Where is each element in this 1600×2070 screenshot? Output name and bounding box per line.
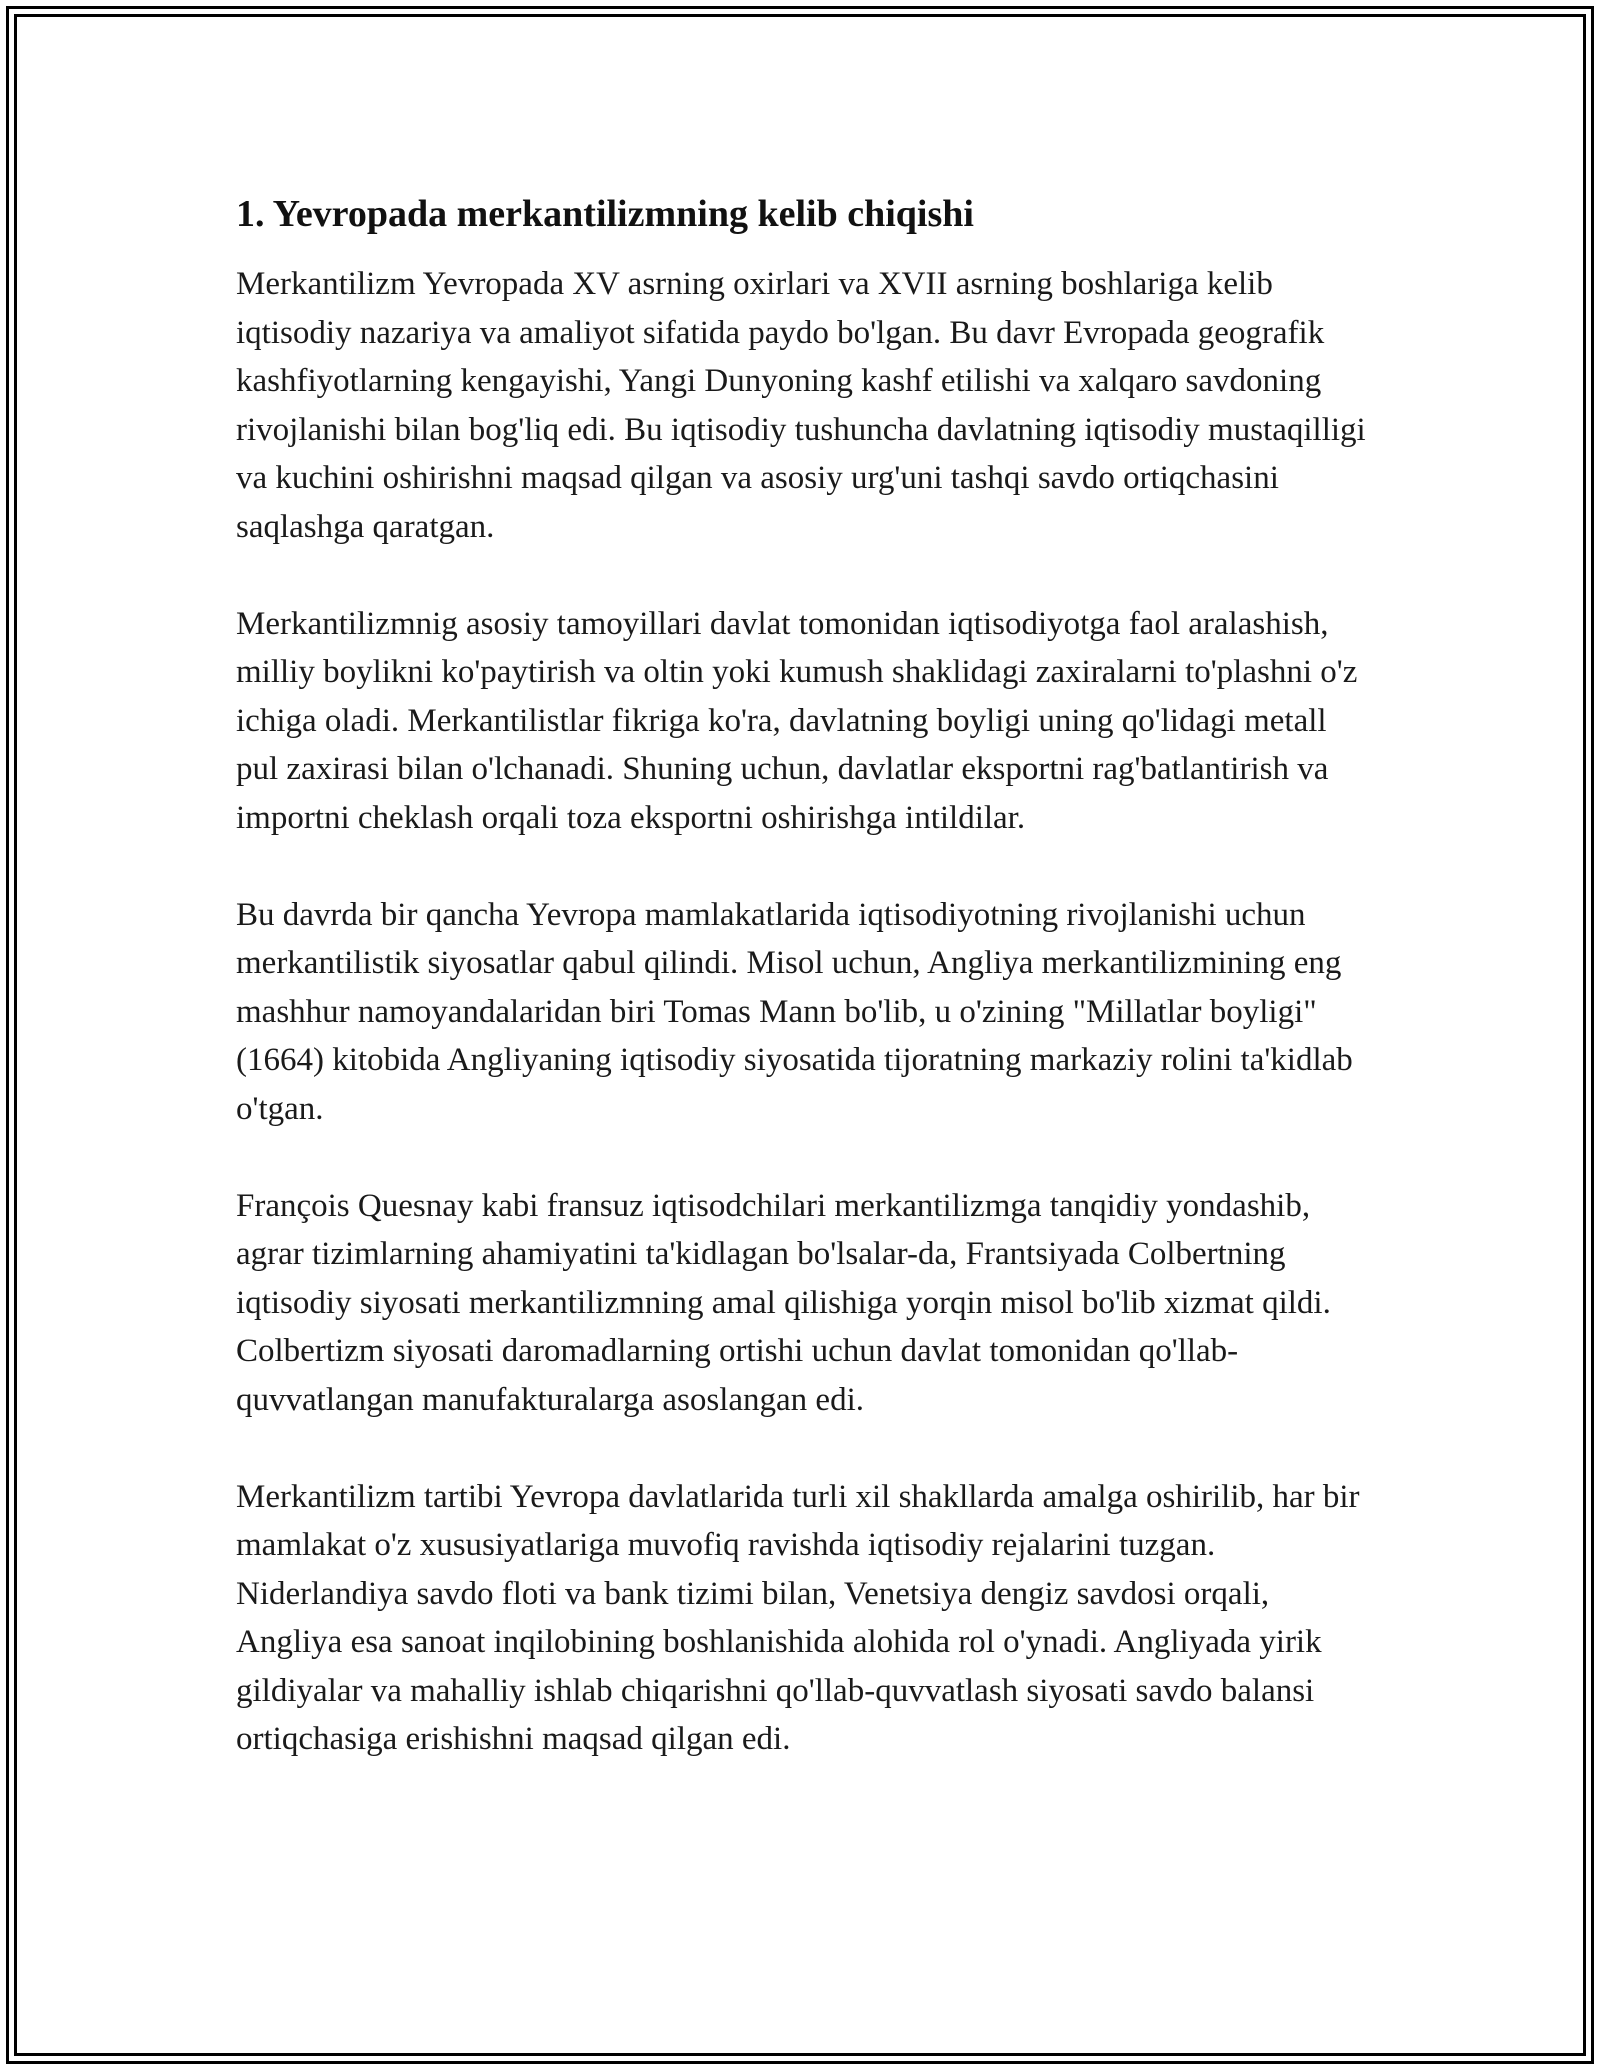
paragraph-1: Merkantilizm Yevropada XV asrning oxirlari va XVII asrning boshlariga kelib iqtisodiy nazariya va amaliyot sifatida paydo bo'lgan. Bu davr Evropada geografik kashfiyotlarning kengayishi, Yangi Dunyoning kashf etilishi va xalqaro savdoning rivojlanishi bilan bog'liq edi. Bu iqtisodiy tushuncha davlatning iqtisodiy mustaqilligi va kuchini oshirishni maqsad qilgan va asosiy urg'uni tashqi savdo ortiqchasini saqlashga qaratgan. [236,266,1366,545]
paragraph-4: François Quesnay kabi fransuz iqtisodchilari merkantilizmga tanqidiy yondashib, agrar tizimlarning ahamiyatini ta'kidlagan bo'lsalar-da, Frantsiyada Colbertning iqtisodiy siyosati merkantilizmning amal qilishiga yorqin misol bo'lib xizmat qildi. Colbertizm siyosati daromadlarning ortishi uchun davlat tomonidan qo'llab-quvvatlangan manufakturalarga asoslangan edi. [236,1187,1331,1418]
document-body [236,188,1366,1812]
paragraph-3: Bu davrda bir qancha Yevropa mamlakatlarida iqtisodiyotning rivojlanishi uchun merkantilistik siyosatlar qabul qilindi. Misol uchun, Angliya merkantilizmining eng mashhur namoyandalaridan biri Tomas Mann bo'lib, u o'zining "Millatlar boyligi" (1664) kitobida Angliyaning iqtisodiy siyosatida tijoratning markaziy rolini ta'kidlab o'tgan. [236,896,1353,1127]
paragraph-2: Merkantilizmnig asosiy tamoyillari davlat tomonidan iqtisodiyotga faol aralashish, milliy boylikni ko'paytirish va oltin yoki kumush shaklidagi zaxiralarni to'plashni o'z ichiga oladi. Merkantilistlar fikriga ko'ra, davlatning boyligi uning qo'lidagi metall pul zaxirasi bilan o'lchanadi. Shuning uchun, davlatlar eksportni rag'batlantirish va importni cheklash orqali toza eksportni oshirishga intildilar. [236,605,1358,836]
section-heading: 1. Yevropada merkantilizmning kelib chiqishi [236,193,974,235]
paragraph-5: Merkantilizm tartibi Yevropa davlatlarida turli xil shakllarda amalga oshirilib, har bir mamlakat o'z xususiyatlariga muvofiq ravishda iqtisodiy rejalarini tuzgan. Niderlandiya savdo floti va bank tizimi bilan, Venetsiya dengiz savdosi orqali, Angliya esa sanoat inqilobining boshlanishida alohida rol o'ynadi. Angliyada yirik gildiyalar va mahalliy ishlab chiqarishni qo'llab-quvvatlash siyosati savdo balansi ortiqchasiga erishishni maqsad qilgan edi. [236,1478,1360,1757]
